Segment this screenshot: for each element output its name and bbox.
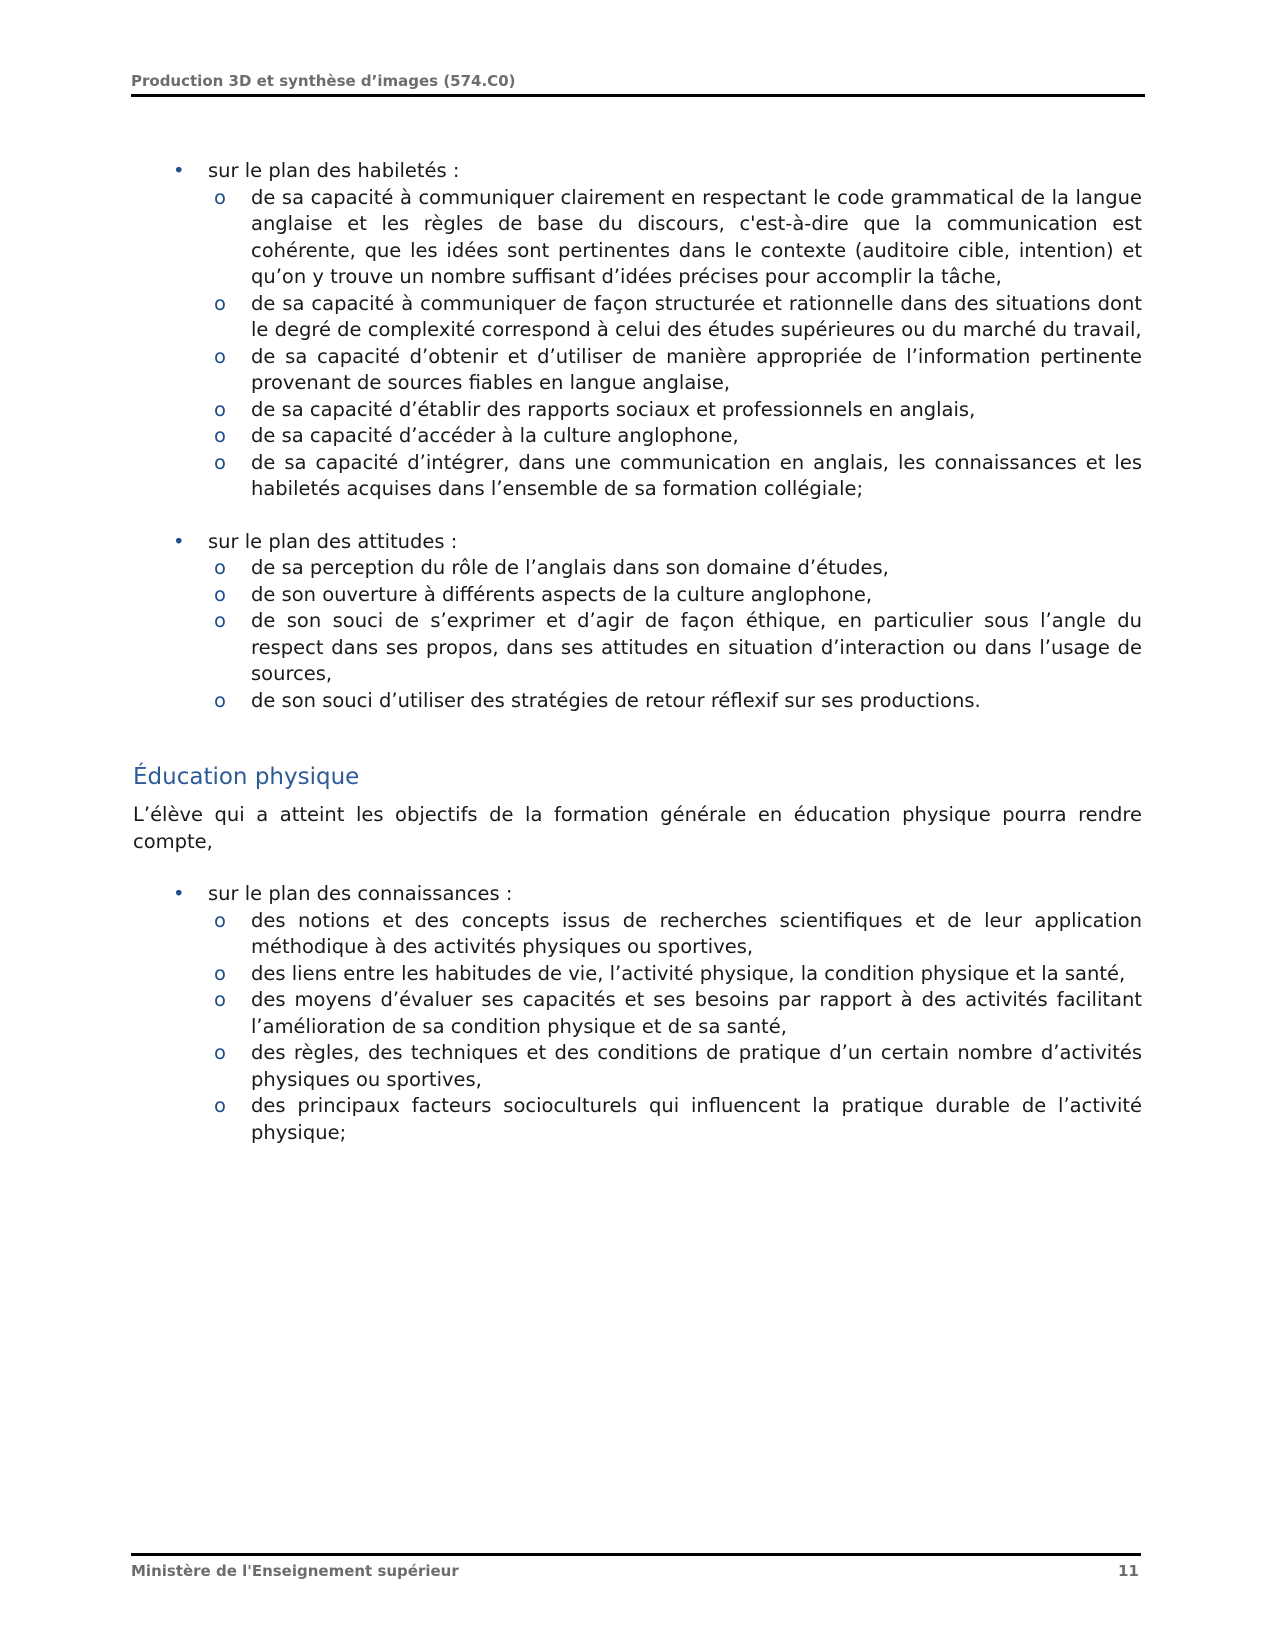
circle-bullet-icon: o bbox=[214, 291, 226, 315]
section-intro: L’élève qui a atteint les objectifs de la formation générale en éducation physique pourra rendre compte, bbox=[133, 803, 1142, 853]
list-item-text: de sa capacité d’obtenir et d’utiliser de manière appropriée de l’information pertinente provenant de sources fiables en langue anglaise, bbox=[251, 344, 1142, 394]
header-rule bbox=[131, 94, 1145, 97]
list-item-text: de sa capacité d’établir des rapports sociaux et professionnels en anglais, bbox=[251, 397, 976, 421]
list-item-text: de sa capacité d’intégrer, dans une communication en anglais, les connaissances et les habiletés acquises dans l’ensemble de sa formation collégiale; bbox=[251, 450, 1142, 500]
list-item-text: de sa capacité à communiquer clairement en respectant le code grammatical de la langue anglaise et les règles de base du discours, c'est-à-dire que la communication est cohérente, que les idées sont pertinentes dans le contexte (auditoire cible, intention) et qu’on y trouve un nombre suffisant d’idées précises pour accomplir la tâche, bbox=[251, 185, 1142, 288]
bullet-icon: • bbox=[173, 159, 185, 182]
bullet-icon: • bbox=[173, 882, 185, 905]
list-item-habiletes bbox=[133, 158, 1142, 185]
circle-bullet-icon: o bbox=[214, 424, 226, 447]
sublist-habiletes bbox=[133, 185, 1142, 503]
list-item bbox=[133, 688, 1142, 715]
list-item bbox=[133, 908, 1142, 961]
list-item-text: de son souci d’utiliser des stratégies de retour réflexif sur ses productions. bbox=[251, 688, 981, 712]
circle-bullet-icon: o bbox=[214, 1041, 226, 1064]
sublist-connaissances bbox=[133, 908, 1142, 1147]
circle-bullet-icon: o bbox=[214, 185, 226, 209]
sublist-attitudes bbox=[133, 555, 1142, 714]
list-item bbox=[133, 344, 1142, 397]
circle-bullet-icon: o bbox=[214, 961, 226, 985]
list-item bbox=[133, 423, 1142, 450]
list-item-connaissances bbox=[133, 881, 1142, 908]
list-item-text: des moyens d’évaluer ses capacités et ses besoins par rapport à des activités facilitant l’amélioration de sa condition physique et de sa santé, bbox=[251, 988, 1142, 1038]
list-item bbox=[133, 555, 1142, 582]
list-item bbox=[133, 450, 1142, 503]
list-item bbox=[133, 1093, 1142, 1146]
bullet-icon: • bbox=[173, 529, 185, 553]
circle-bullet-icon: o bbox=[214, 450, 226, 474]
circle-bullet-icon: o bbox=[214, 344, 226, 368]
running-header: Production 3D et synthèse d’images (574.C0) bbox=[131, 72, 516, 90]
page-number: 11 bbox=[1118, 1562, 1139, 1580]
list-item-text: des règles, des techniques et des conditions de pratique d’un certain nombre d’activités physiques ou sportives, bbox=[251, 1041, 1142, 1091]
list-item bbox=[133, 987, 1142, 1040]
list-item-text: de sa capacité à communiquer de façon structurée et rationnelle dans des situations dont le degré de complexité correspond à celui des études supérieures ou du marché du travail, bbox=[251, 291, 1142, 341]
list-item-label: sur le plan des attitudes : bbox=[208, 529, 458, 553]
circle-bullet-icon: o bbox=[214, 1094, 226, 1117]
list-item-text: de sa perception du rôle de l’anglais dans son domaine d’études, bbox=[251, 556, 889, 579]
footer-rule bbox=[131, 1553, 1141, 1556]
list-item bbox=[133, 608, 1142, 688]
circle-bullet-icon: o bbox=[214, 908, 226, 932]
circle-bullet-icon: o bbox=[214, 582, 226, 606]
page-body bbox=[133, 158, 1142, 1146]
list-item bbox=[133, 185, 1142, 291]
list-item bbox=[133, 1040, 1142, 1093]
list-item bbox=[133, 291, 1142, 344]
list-item-text: de son souci de s’exprimer et d’agir de façon éthique, en particulier sous l’angle du respect dans ses propos, dans ses attitudes en situation d’interaction ou dans l’usage de sources, bbox=[251, 609, 1142, 685]
list-item-text: de son ouverture à différents aspects de la culture anglophone, bbox=[251, 582, 873, 606]
list-item-text: des principaux facteurs socioculturels qui influencent la pratique durable de l’activité physique; bbox=[251, 1094, 1142, 1144]
list-item bbox=[133, 397, 1142, 424]
circle-bullet-icon: o bbox=[214, 688, 226, 712]
list-item-text: des notions et des concepts issus de recherches scientifiques et de leur application méthodique à des activités physiques ou sportives, bbox=[251, 908, 1142, 958]
section-heading: Éducation physique bbox=[133, 764, 360, 790]
footer-publisher: Ministère de l'Enseignement supérieur bbox=[131, 1562, 459, 1580]
list-item-label: sur le plan des habiletés : bbox=[208, 159, 460, 182]
list-item-attitudes bbox=[133, 529, 1142, 556]
list-item-text: de sa capacité d’accéder à la culture anglophone, bbox=[251, 424, 739, 447]
circle-bullet-icon: o bbox=[214, 556, 226, 579]
circle-bullet-icon: o bbox=[214, 988, 226, 1011]
circle-bullet-icon: o bbox=[214, 609, 226, 632]
list-item bbox=[133, 961, 1142, 988]
list-item bbox=[133, 582, 1142, 609]
circle-bullet-icon: o bbox=[214, 397, 226, 421]
list-item-label: sur le plan des connaissances : bbox=[208, 882, 513, 905]
list-item-text: des liens entre les habitudes de vie, l’activité physique, la condition physique et la santé, bbox=[251, 961, 1126, 985]
